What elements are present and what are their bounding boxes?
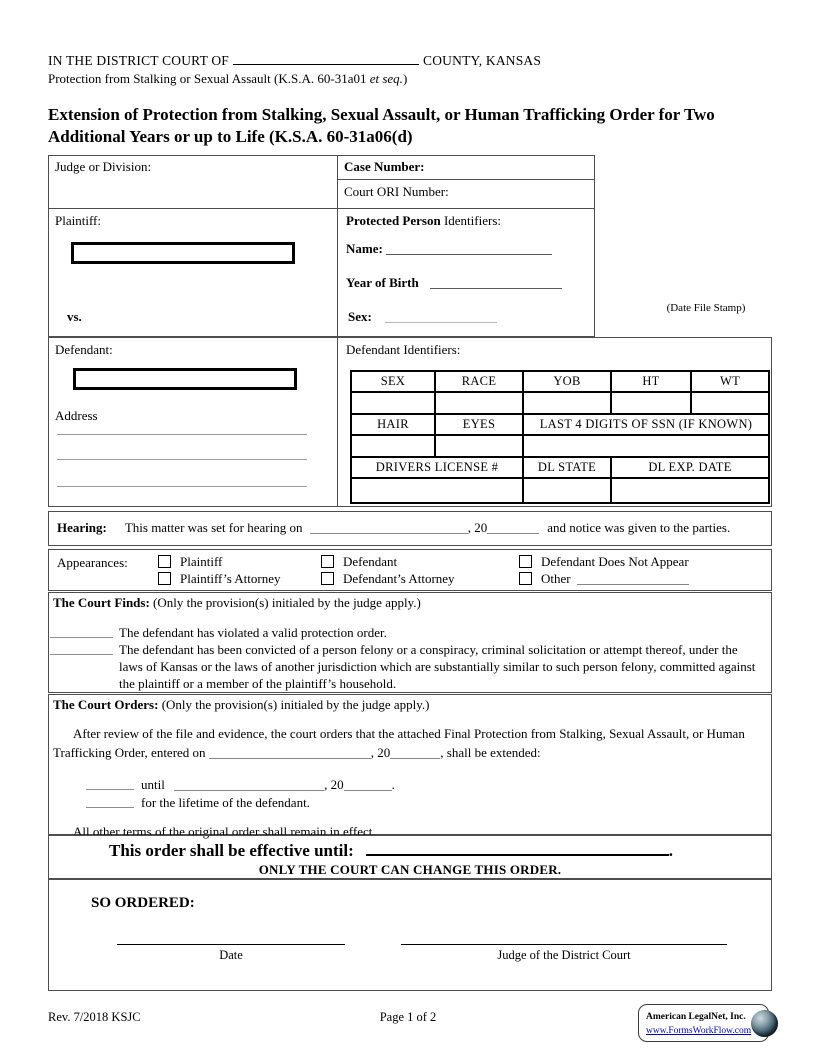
id-header-ht: HT — [611, 371, 691, 392]
id-header-dl-exp: DL EXP. DATE — [611, 457, 769, 478]
effective-until-label: This order shall be effective until: — [109, 841, 354, 860]
court-orders-paragraph — [53, 724, 763, 762]
statute-et-seq: et seq. — [369, 71, 403, 86]
pp-name-line[interactable] — [386, 242, 552, 255]
checkbox-icon[interactable] — [519, 555, 532, 568]
orders-lifetime-text: for the lifetime of the defendant. — [141, 795, 310, 810]
hearing-label: Hearing: — [57, 520, 107, 535]
finds-initial-line-1[interactable] — [50, 637, 113, 638]
case-number-cell[interactable] — [338, 156, 594, 180]
only-court-warning: ONLY THE COURT CAN CHANGE THIS ORDER. — [258, 862, 562, 877]
pp-sex-row — [348, 309, 497, 325]
orders-lifetime-initial-line[interactable] — [86, 807, 134, 808]
court-orders-instruction: (Only the provision(s) initialed by the judge apply.) — [158, 697, 430, 712]
appearance-no-appear-label: Defendant Does Not Appear — [541, 554, 689, 569]
id-value-dl-state[interactable] — [523, 478, 611, 503]
appearance-defendant-no-appear[interactable] — [519, 554, 689, 570]
appearance-plaintiff-attorney-label: Plaintiff’s Attorney — [180, 571, 281, 586]
court-orders-box — [48, 694, 772, 839]
date-caption: Date — [219, 948, 243, 962]
appearance-defendant-label: Defendant — [343, 554, 398, 569]
appearance-defendant-attorney-label: Defendant’s Attorney — [343, 571, 455, 586]
id-header-race: RACE — [435, 371, 523, 392]
plaintiff-cell — [49, 208, 338, 336]
id-value-ssn[interactable] — [523, 435, 769, 457]
appearance-plaintiff-attorney[interactable] — [158, 571, 281, 587]
court-heading-suffix: COUNTY, KANSAS — [423, 53, 542, 68]
finds-provision-1-text: The defendant has violated a valid protection order. — [119, 625, 387, 640]
checkbox-icon[interactable] — [158, 572, 171, 585]
court-finds-label: The Court Finds: — [53, 595, 150, 610]
appearances-box — [48, 549, 772, 591]
hearing-text-before: This matter was set for hearing on — [124, 520, 303, 535]
appearance-defendant-attorney[interactable] — [321, 571, 455, 587]
id-value-dl-exp[interactable] — [611, 478, 769, 503]
id-header-eyes: EYES — [435, 414, 523, 435]
orders-lifetime-row — [49, 794, 765, 811]
id-header-wt: WT — [691, 371, 769, 392]
id-header-dl-state: DL STATE — [523, 457, 611, 478]
finds-provision-2 — [49, 641, 765, 692]
orders-until-year-line[interactable] — [344, 778, 392, 791]
appearance-defendant[interactable] — [321, 554, 397, 570]
defendant-box — [48, 337, 772, 507]
orders-until-row — [49, 776, 765, 793]
hearing-date-line[interactable] — [310, 521, 468, 534]
court-finds-instruction: (Only the provision(s) initialed by the judge apply.) — [149, 595, 421, 610]
id-header-sex: SEX — [351, 371, 435, 392]
defendant-identifiers-cell — [338, 338, 771, 506]
checkbox-icon[interactable] — [158, 555, 171, 568]
appearance-other-label: Other — [541, 571, 571, 586]
pp-yob-row — [346, 275, 562, 291]
court-orders-label: The Court Orders: — [53, 697, 159, 712]
effective-until-line[interactable] — [366, 842, 669, 856]
american-legalnet-logo[interactable] — [638, 1004, 769, 1042]
pp-yob-line[interactable] — [430, 276, 562, 289]
statute-close-paren: ) — [402, 71, 408, 86]
orders-until-period: . — [391, 777, 395, 792]
checkbox-icon[interactable] — [519, 572, 532, 585]
form-title: Extension of Protection from Stalking, Sexual Assault, or Human Trafficking Order for Two Additional Years or up to Life (K.S.A. 60-31a06(d) — [48, 105, 715, 146]
finds-provision-1 — [49, 624, 765, 641]
case-info-box — [48, 155, 595, 337]
logo-website-link[interactable]: www.FormsWorkFlow.com — [646, 1026, 752, 1036]
finds-initial-line-2[interactable] — [50, 654, 113, 655]
vs-label: vs. — [67, 309, 82, 324]
checkbox-icon[interactable] — [321, 572, 334, 585]
appearance-plaintiff[interactable] — [158, 554, 222, 570]
protected-person-label-rest: Identifiers: — [440, 213, 501, 228]
pp-sex-label: Sex: — [348, 309, 372, 324]
id-value-wt[interactable] — [691, 392, 769, 414]
pp-name-row — [346, 241, 552, 257]
orders-until-comma-20: , 20 — [324, 777, 344, 792]
judge-signature-line[interactable] — [401, 944, 727, 945]
effective-until-row — [109, 841, 673, 861]
appearance-other[interactable] — [519, 571, 689, 587]
globe-icon — [751, 1010, 778, 1037]
defendant-cell — [49, 338, 338, 506]
id-value-eyes[interactable] — [435, 435, 523, 457]
checkbox-icon[interactable] — [321, 555, 334, 568]
logo-text — [646, 1009, 751, 1037]
court-heading-prefix: IN THE DISTRICT COURT OF — [48, 53, 230, 68]
court-finds-box — [48, 592, 772, 693]
effective-until-period: . — [668, 841, 673, 860]
pp-yob-label: Year of Birth — [346, 275, 419, 290]
address-line-1[interactable] — [57, 434, 307, 435]
court-heading — [48, 52, 541, 69]
county-blank-line[interactable] — [233, 52, 419, 65]
logo-company-name: American LegalNet, Inc. — [646, 1012, 746, 1022]
pp-sex-line[interactable] — [385, 310, 497, 323]
finds-provision-2-text: The defendant has been convicted of a person felony or a conspiracy, criminal solicitation or attempt thereof, under the laws of Kansas or the laws of another jurisdiction which are substantially similar to such person felony, committed against the plaintiff or a member of the plaintiff’s household. — [119, 642, 756, 691]
id-header-ssn: LAST 4 DIGITS OF SSN (IF KNOWN) — [523, 414, 769, 435]
appearance-other-line[interactable] — [577, 572, 689, 585]
orders-text-after: , shall be extended: — [440, 745, 541, 760]
case-number-label: Case Number: — [344, 159, 425, 174]
plaintiff-name-field[interactable] — [71, 242, 295, 264]
effective-until-box — [48, 835, 772, 879]
defendant-identifiers-table — [350, 370, 770, 504]
defendant-label: Defendant: — [55, 342, 113, 357]
id-value-dl-number[interactable] — [351, 478, 523, 503]
plaintiff-label: Plaintiff: — [55, 213, 101, 228]
id-value-hair[interactable] — [351, 435, 435, 457]
hearing-box — [48, 511, 772, 546]
id-header-hair: HAIR — [351, 414, 435, 435]
orders-until-date-line[interactable] — [174, 778, 324, 791]
address-line-2[interactable] — [57, 459, 307, 460]
court-orders-heading — [49, 697, 765, 713]
revision-label: Rev. 7/2018 KSJC — [48, 1010, 141, 1024]
date-signature-line[interactable] — [117, 944, 345, 945]
id-value-yob[interactable] — [523, 392, 611, 414]
defendant-identifiers-label: Defendant Identifiers: — [346, 342, 461, 357]
appearance-plaintiff-label: Plaintiff — [180, 554, 223, 569]
so-ordered-box — [48, 879, 772, 991]
date-file-stamp-label: (Date File Stamp) — [666, 302, 746, 314]
hearing-year-line[interactable] — [487, 521, 539, 534]
so-ordered-label: SO ORDERED: — [91, 895, 195, 911]
statute-subtitle — [48, 71, 407, 87]
protected-person-label-bold: Protected Person — [346, 213, 441, 228]
orders-until-initial-line[interactable] — [86, 789, 134, 790]
judge-division-label: Judge or Division: — [55, 159, 152, 174]
judge-division-cell[interactable] — [49, 156, 338, 208]
orders-entered-year-line[interactable] — [390, 746, 440, 759]
id-value-ht[interactable] — [611, 392, 691, 414]
defendant-name-field[interactable] — [73, 368, 297, 390]
id-value-race[interactable] — [435, 392, 523, 414]
judge-caption: Judge of the District Court — [497, 948, 631, 962]
court-finds-heading — [49, 595, 765, 611]
statute-subtitle-text: Protection from Stalking or Sexual Assault (K.S.A. 60-31a01 — [48, 71, 370, 86]
protected-person-cell — [338, 208, 594, 336]
orders-text-before: After review of the file and evidence, the court orders that the attached Final Protection from Stalking, Sexual Assault, or Human Trafficking Order, entered on — [53, 726, 745, 760]
court-ori-label: Court ORI Number: — [344, 184, 449, 199]
orders-comma-20: , 20 — [370, 745, 391, 760]
id-header-yob: YOB — [523, 371, 611, 392]
hearing-text-after: and notice was given to the parties. — [547, 520, 731, 535]
orders-until-label: until — [141, 777, 165, 792]
page-number: Page 1 of 2 — [379, 1010, 437, 1024]
id-header-dl-number: DRIVERS LICENSE # — [351, 457, 523, 478]
orders-closing-text: All other terms of the original order shall remain in effect. — [73, 824, 376, 839]
id-value-sex[interactable] — [351, 392, 435, 414]
address-label: Address — [55, 408, 98, 423]
hearing-comma-20: , 20 — [467, 520, 488, 535]
orders-entered-date-line[interactable] — [209, 746, 371, 759]
appearances-label: Appearances: — [57, 555, 128, 570]
address-line-3[interactable] — [57, 486, 307, 487]
pp-name-label: Name: — [346, 241, 383, 256]
protected-person-label — [346, 213, 501, 228]
court-ori-cell[interactable] — [338, 180, 594, 208]
